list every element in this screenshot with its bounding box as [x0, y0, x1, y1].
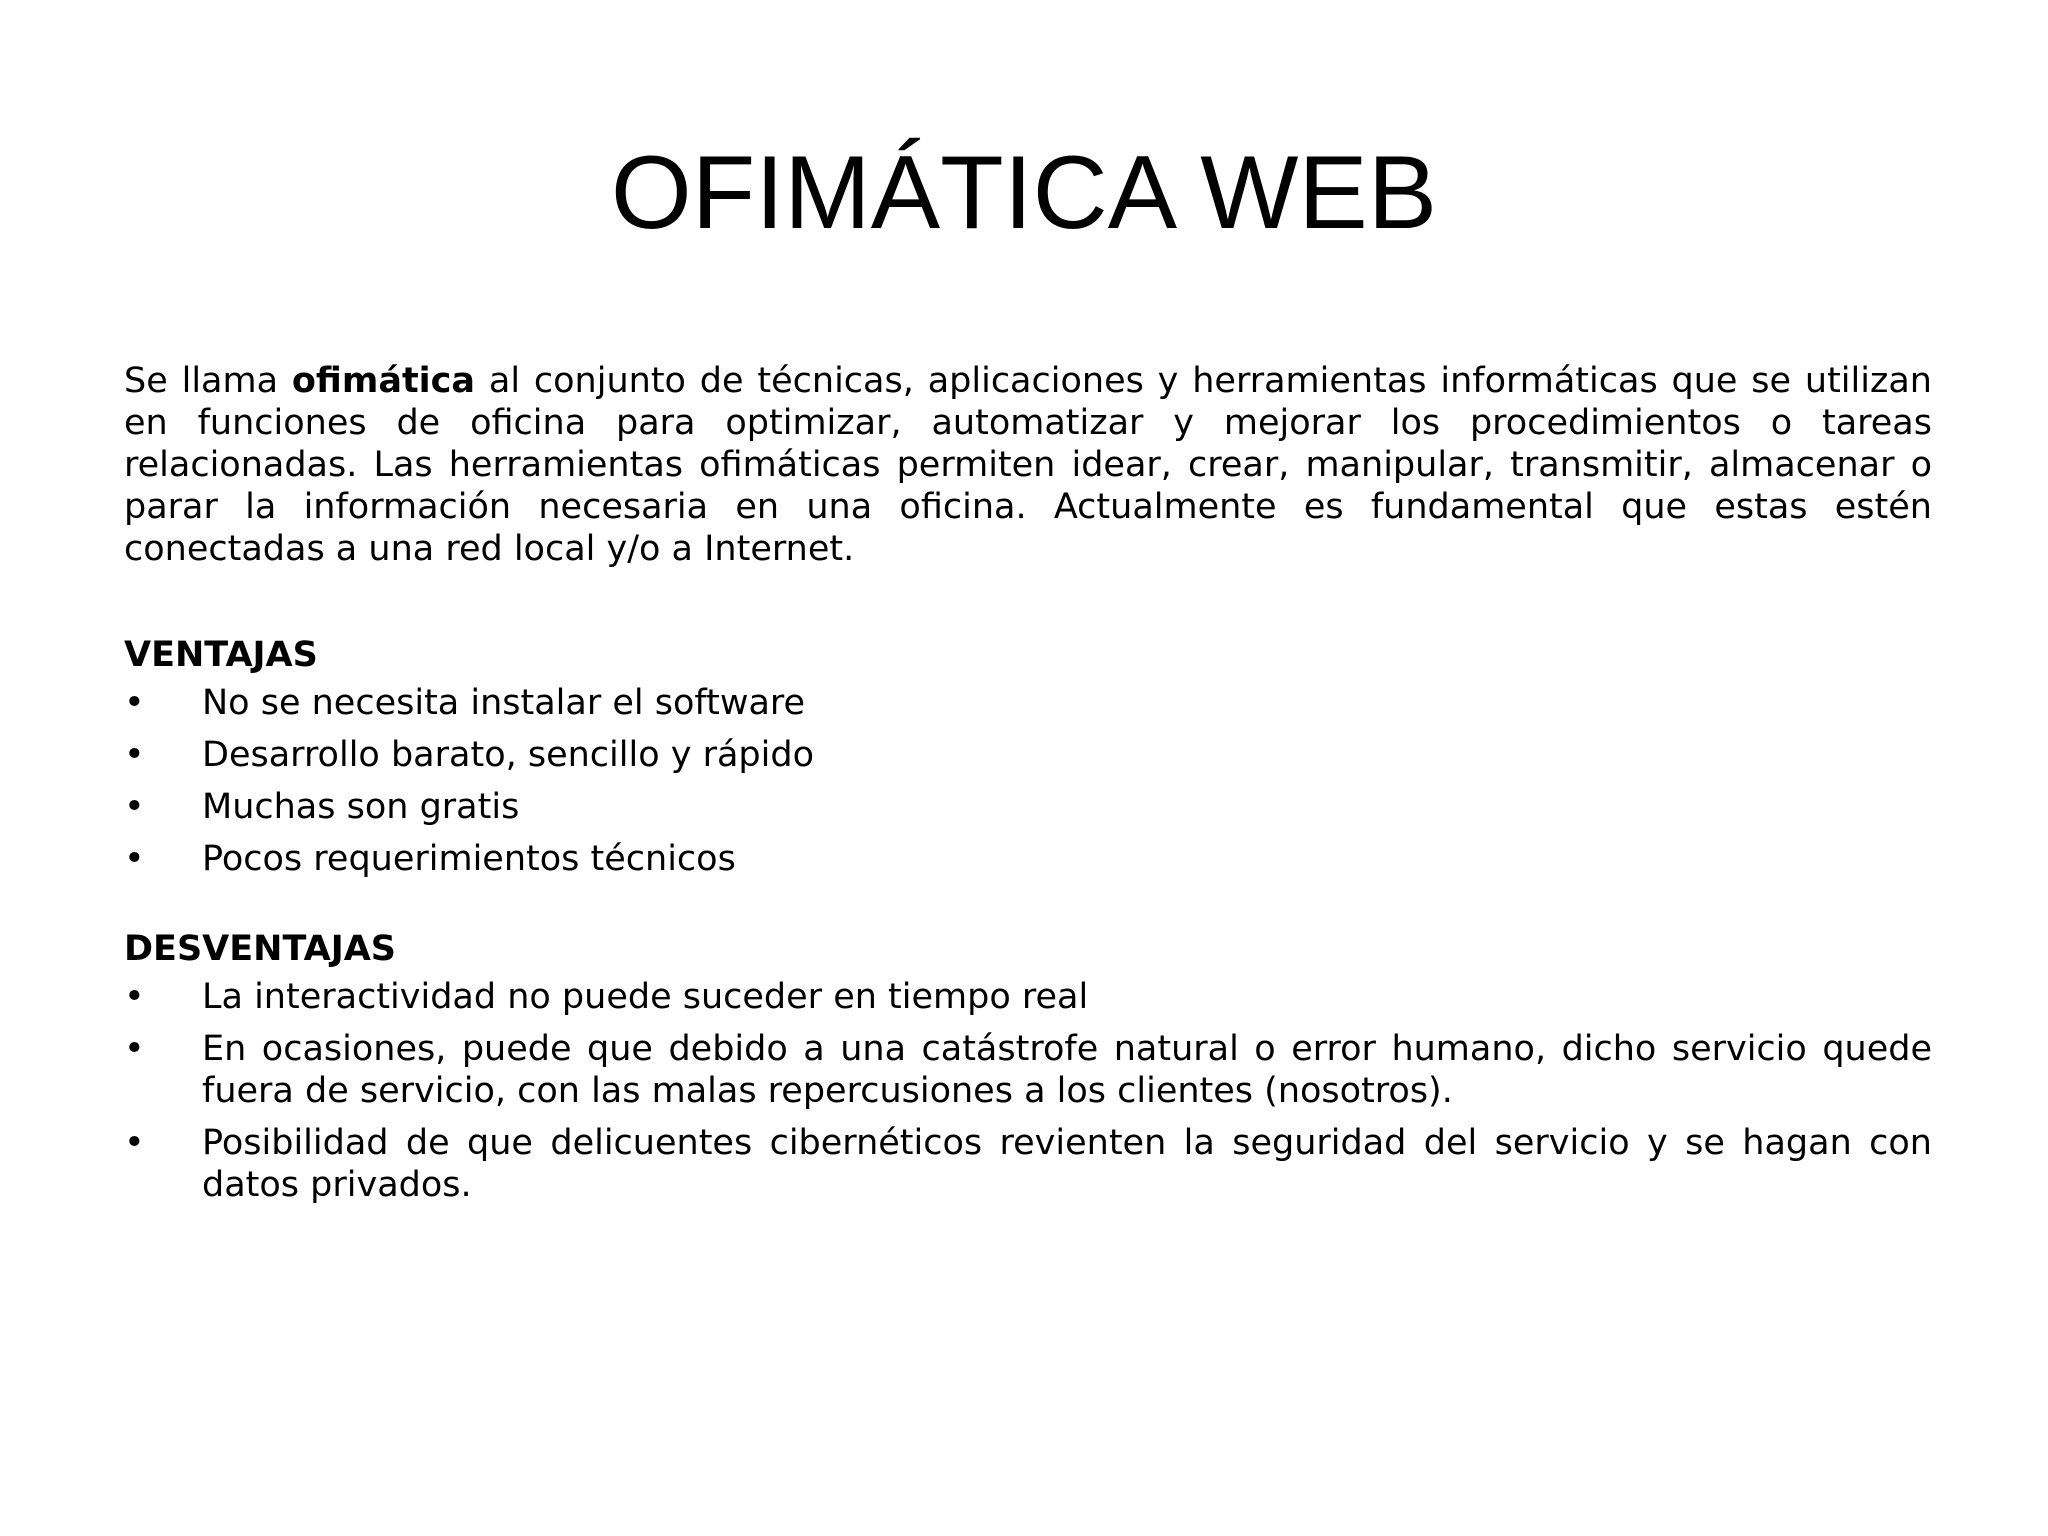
bullet-icon: •: [124, 1123, 145, 1163]
list-item: [124, 786, 1932, 828]
intro-paragraph: [124, 360, 1932, 570]
slide-content: [124, 360, 1932, 1216]
bullet-icon: •: [124, 787, 145, 827]
slide-title: OFIMÁTICA WEB: [610, 135, 1438, 251]
bullet-icon: •: [124, 735, 145, 775]
list-item-text: Posibilidad de que delicuentes cibernéticos revienten la seguridad del servicio y se hagan con datos privados.: [202, 1123, 1932, 1205]
list-item: [124, 838, 1932, 880]
ventajas-list: [124, 682, 1932, 880]
ventajas-heading: VENTAJAS: [124, 635, 318, 675]
intro-text-start: Se llama: [124, 361, 292, 401]
bullet-icon: •: [124, 977, 145, 1017]
list-item-text: Desarrollo barato, sencillo y rápido: [202, 735, 815, 775]
desventajas-heading: DESVENTAJAS: [124, 929, 397, 969]
intro-bold-term: ofimática: [291, 361, 476, 401]
list-item: [124, 976, 1932, 1018]
list-item: [124, 734, 1932, 776]
list-item: [124, 1122, 1932, 1206]
list-item: [124, 1028, 1932, 1112]
list-item-text: No se necesita instalar el software: [202, 683, 806, 723]
bullet-icon: •: [124, 1029, 145, 1069]
list-item: [124, 682, 1932, 724]
list-item-text: La interactividad no puede suceder en tiempo real: [202, 977, 1089, 1017]
list-item-text: Muchas son gratis: [202, 787, 520, 827]
desventajas-list: [124, 976, 1932, 1206]
bullet-icon: •: [124, 683, 145, 723]
list-item-text: Pocos requerimientos técnicos: [202, 839, 736, 879]
list-item-text: En ocasiones, puede que debido a una catástrofe natural o error humano, dicho servicio quede fuera de servicio, con las malas repercusiones a los clientes (nosotros).: [202, 1029, 1932, 1111]
intro-text-rest: al conjunto de técnicas, aplicaciones y herramientas informáticas que se utilizan en funciones de oficina para optimizar, automatizar y mejorar los procedimientos o tareas relacionadas. Las herramientas ofimáticas permiten idear, crear, manipular, transmitir, almacenar o parar la información necesaria en una oficina. Actualmente es fundamental que estas estén conectadas a una red local y/o a Internet.: [124, 361, 1932, 569]
bullet-icon: •: [124, 839, 145, 879]
